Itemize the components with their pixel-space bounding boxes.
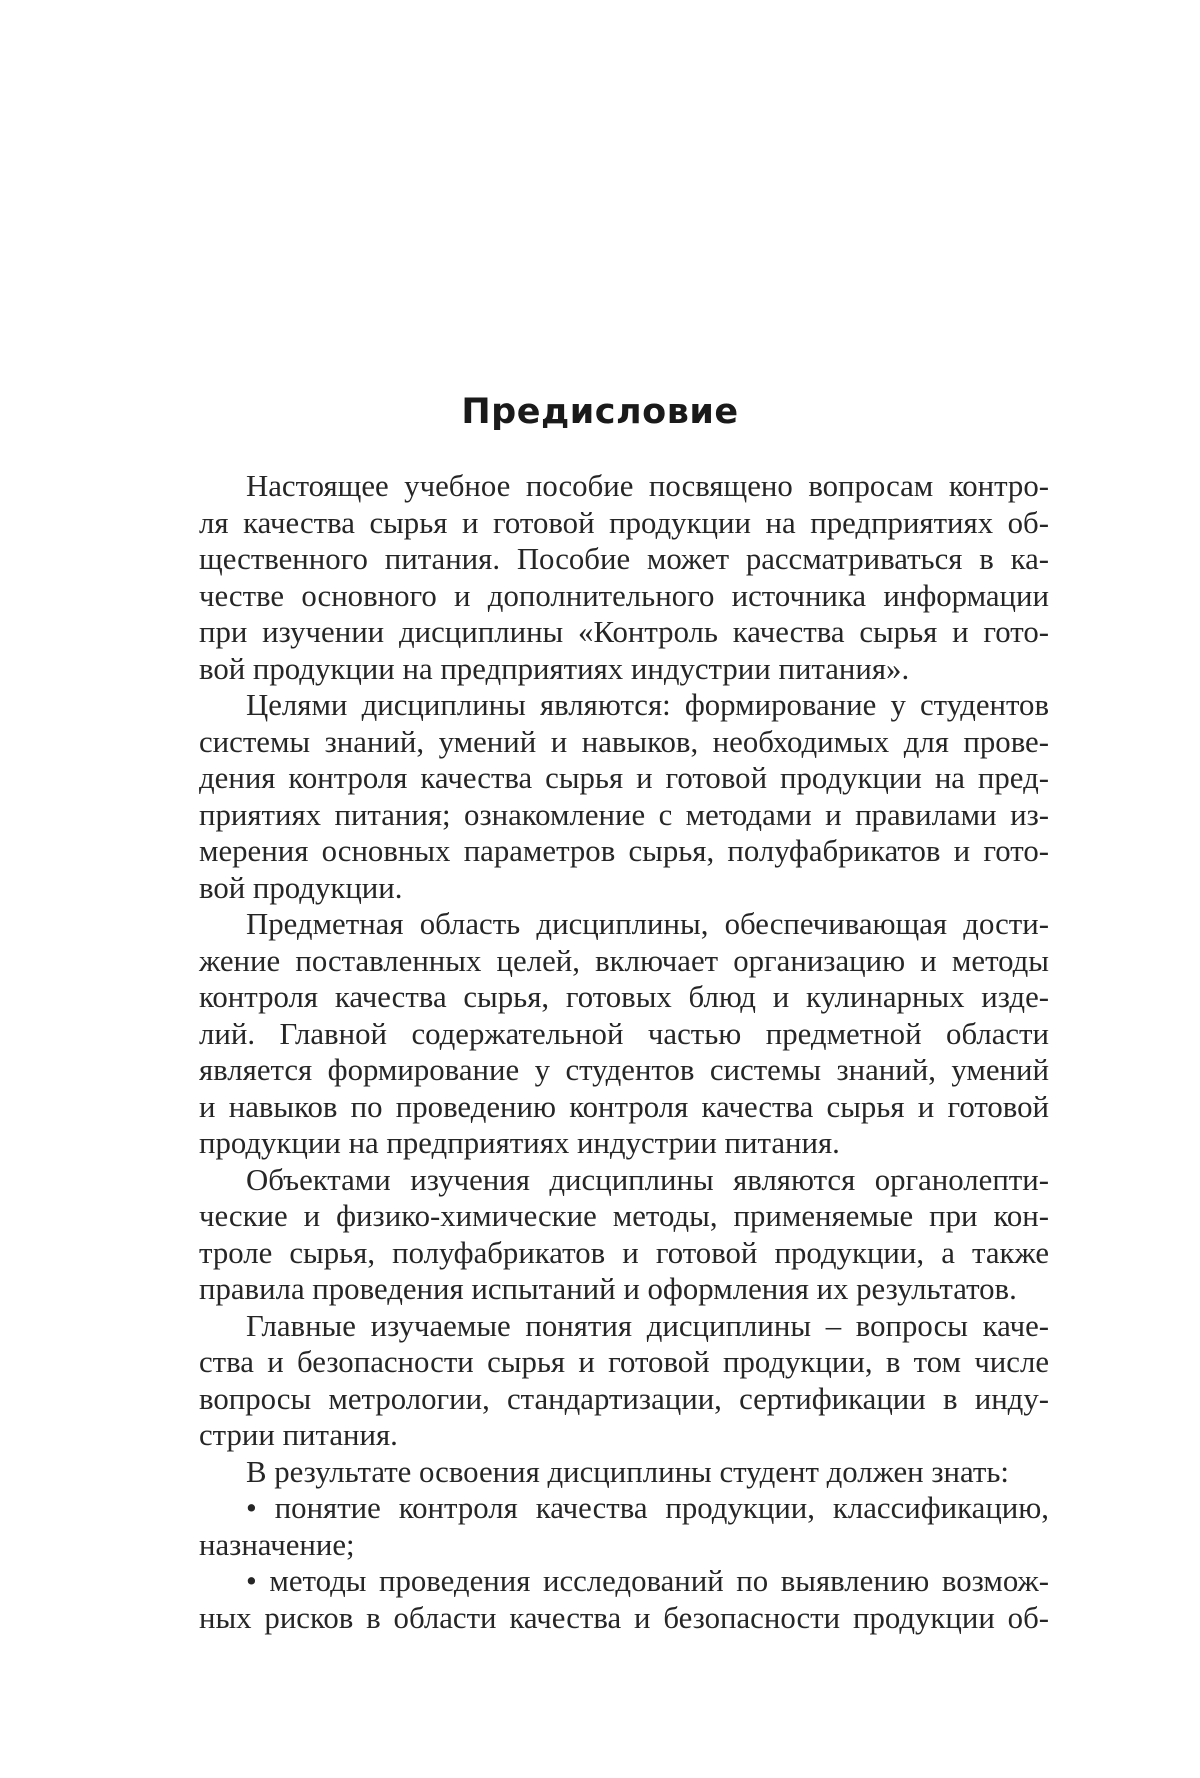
text-line: системы знаний, умений и навыков, необходимых для прове- xyxy=(199,724,1049,759)
body-text xyxy=(199,468,1049,1636)
text-line: ля качества сырья и готовой продукции на предприятиях об- xyxy=(199,505,1049,540)
text-line: дения контроля качества сырья и готовой продукции на пред- xyxy=(199,761,1049,795)
bullet-line: • методы проведения исследований по выявлению возмож- xyxy=(246,1564,1049,1598)
text-line: назначение; xyxy=(199,1527,355,1562)
text-line: ства и безопасности сырья и готовой продукции, в том числе xyxy=(199,1345,1049,1379)
page-title: Предисловие xyxy=(461,392,739,432)
text-line: вопросы метрологии, стандартизации, сертификации в инду- xyxy=(199,1381,1049,1416)
text-line: В результате освоения дисциплины студент должен знать: xyxy=(246,1454,1009,1489)
text-line: и навыков по проведению контроля качества сырья и готовой xyxy=(199,1089,1049,1124)
text-line: щественного питания. Пособие может рассматриваться в ка- xyxy=(199,542,1049,576)
text-line: Объектами изучения дисциплины являются органолепти- xyxy=(246,1162,1049,1197)
text-line: является формирование у студентов системы знаний, умений xyxy=(199,1053,1049,1087)
text-line: Главные изучаемые понятия дисциплины – вопросы каче- xyxy=(246,1308,1049,1343)
text-line: ческие и физико-химические методы, применяемые при кон- xyxy=(199,1199,1049,1233)
text-line: мерения основных параметров сырья, полуфабрикатов и гото- xyxy=(199,834,1049,868)
text-line: при изучении дисциплины «Контроль качества сырья и гото- xyxy=(199,615,1049,649)
bullet-line: • понятие контроля качества продукции, классификацию, xyxy=(246,1491,1049,1525)
text-line: правила проведения испытаний и оформления их результатов. xyxy=(199,1272,1017,1306)
text-line: лий. Главной содержательной частью предметной области xyxy=(199,1016,1049,1051)
text-line: стрии питания. xyxy=(199,1418,398,1452)
text-line: троле сырья, полуфабрикатов и готовой продукции, а также xyxy=(199,1235,1049,1270)
text-line: жение поставленных целей, включает организацию и методы xyxy=(199,943,1049,978)
text-line: вой продукции на предприятиях индустрии питания». xyxy=(199,651,910,686)
text-line: честве основного и дополнительного источника информации xyxy=(199,578,1049,613)
text-line: ных рисков в области качества и безопасности продукции об- xyxy=(199,1600,1049,1635)
text-line: контроля качества сырья, готовых блюд и кулинарных изде- xyxy=(199,980,1049,1014)
text-line: приятиях питания; ознакомление с методами и правилами из- xyxy=(199,797,1049,832)
text-line: Настоящее учебное пособие посвящено вопросам контро- xyxy=(246,469,1049,503)
text-line: Целями дисциплины являются: формирование у студентов xyxy=(246,688,1049,722)
text-line: Предметная область дисциплины, обеспечивающая дости- xyxy=(246,907,1049,941)
text-line: продукции на предприятиях индустрии питания. xyxy=(199,1126,840,1160)
text-line: вой продукции. xyxy=(199,870,403,905)
